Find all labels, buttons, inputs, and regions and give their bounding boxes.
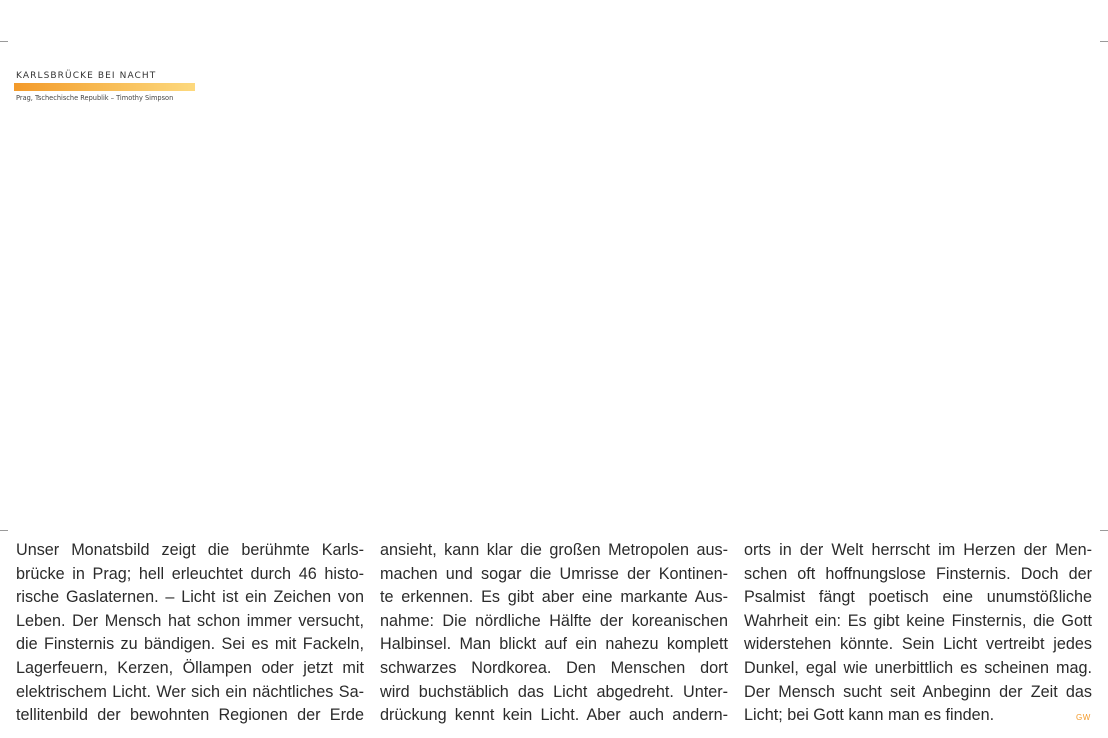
text-line: nahme: Die nördliche Hälfte der koreanischen bbox=[380, 611, 728, 630]
text-line: ansieht, kann klar die großen Metropolen aus- bbox=[380, 541, 728, 559]
text-line: Der Mensch sucht seit Anbeginn der Zeit das bbox=[744, 682, 1092, 701]
text-line: orts in der Welt herrscht im Herzen der Men- bbox=[744, 541, 1092, 559]
text-line: schen oft hoffnungslose Finsternis. Doch der bbox=[744, 564, 1092, 583]
caption-title: KARLSBRÜCKE BEI NACHT bbox=[16, 71, 157, 81]
image-caption bbox=[14, 70, 196, 103]
crop-mark-top-left bbox=[0, 41, 8, 42]
crop-mark-top-right bbox=[1100, 41, 1108, 42]
text-line: wird buchstäblich das Licht abgedreht. Unter- bbox=[380, 682, 728, 701]
text-line: Wahrheit ein: Es gibt keine Finsternis, die Gott bbox=[744, 611, 1092, 630]
text-line: Lagerfeuern, Kerzen, Öllampen oder jetzt mit bbox=[16, 658, 364, 677]
text-line: widerstehen könnte. Sein Licht vertreibt jedes bbox=[744, 635, 1092, 654]
text-line: drückung kennt kein Licht. Aber auch andern- bbox=[380, 706, 728, 725]
caption-subtitle: Prag, Tschechische Republik – Timothy Simpson bbox=[16, 94, 174, 102]
crop-mark-mid-right bbox=[1100, 530, 1108, 531]
text-line: Leben. Der Mensch hat schon immer versucht, bbox=[16, 611, 364, 630]
text-line: schwarzes Nordkorea. Den Menschen dort bbox=[380, 658, 728, 677]
text-line: Halbinsel. Man blickt auf ein nahezu komplett bbox=[380, 635, 728, 654]
caption-gradient-bar bbox=[14, 83, 195, 91]
publication-mark: GW bbox=[1076, 713, 1091, 722]
article-column-3 bbox=[744, 539, 1092, 728]
text-line: die Finsternis zu bändigen. Sei es mit Fackeln, bbox=[16, 635, 364, 654]
text-line: Dunkel, egal wie unerbittlich es scheinen mag. bbox=[744, 658, 1092, 677]
article-column-2 bbox=[380, 539, 728, 728]
text-line: Psalmist fängt poetisch eine unumstößliche bbox=[744, 588, 1092, 607]
text-line: tellitenbild der bewohnten Regionen der Erde bbox=[16, 706, 364, 725]
article-column-1 bbox=[16, 539, 364, 728]
text-line: brücke in Prag; hell erleuchtet durch 46 histo- bbox=[16, 564, 364, 583]
text-line: Unser Monatsbild zeigt die berühmte Karls- bbox=[16, 541, 364, 559]
text-line: elektrischem Licht. Wer sich ein nächtliches Sa- bbox=[16, 682, 364, 701]
crop-mark-mid-left bbox=[0, 530, 8, 531]
text-line: machen und sogar die Umrisse der Kontinen- bbox=[380, 564, 728, 583]
text-line: rische Gaslaternen. – Licht ist ein Zeichen von bbox=[16, 588, 364, 607]
text-line: te erkennen. Es gibt aber eine markante Aus- bbox=[380, 588, 728, 607]
text-line: Licht; bei Gott kann man es finden. bbox=[744, 706, 995, 725]
